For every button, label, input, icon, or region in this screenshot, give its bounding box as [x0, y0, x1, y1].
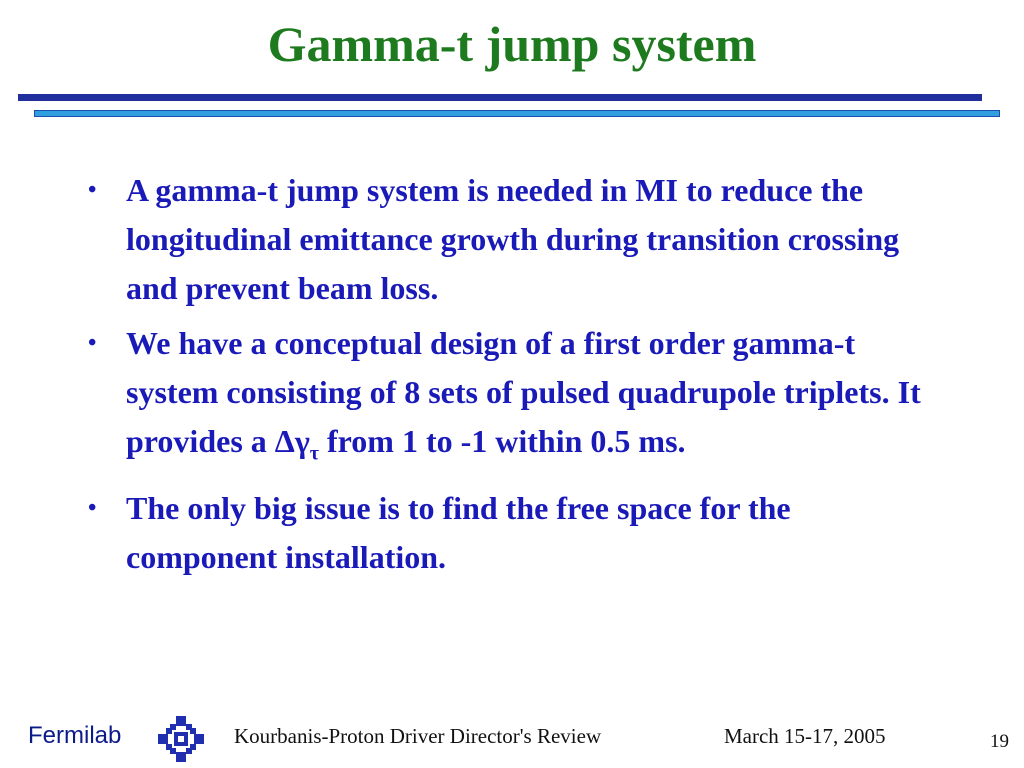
footer-review-title: Kourbanis-Proton Driver Director's Review	[234, 724, 602, 748]
fermilab-logo-icon	[156, 714, 206, 764]
slide-title: Gamma-t jump system	[267, 16, 757, 72]
bullet-subscript: τ	[309, 442, 320, 465]
footer-date: March 15-17, 2005	[724, 724, 886, 748]
bullet-icon: •	[88, 177, 97, 203]
footer-brand: Fermilab	[28, 722, 122, 749]
bullet-icon: •	[88, 330, 97, 356]
bullet-icon: •	[88, 495, 97, 522]
title-rule-light	[34, 110, 1000, 117]
bullet-text-part: We have a conceptual design of a first order gamma-t system consisting of 8 sets of pulsed quadrupole triplets. It provides a Δγ	[126, 325, 921, 459]
bullet-text: The only big issue is to find the free space for the component installation.	[126, 490, 791, 576]
bullet-item	[86, 484, 936, 582]
bullet-text: A gamma-t jump system is needed in MI to reduce the longitudinal emittance growth during transition crossing and prevent beam loss.	[126, 172, 900, 306]
bullet-item	[86, 166, 936, 313]
bullet-text-part: from 1 to -1 within 0.5 ms.	[319, 423, 686, 459]
title-rule-dark	[18, 94, 982, 101]
bullet-item	[86, 319, 936, 478]
bullet-text	[126, 325, 921, 465]
page-number: 19	[990, 731, 1009, 752]
bullet-list	[86, 166, 936, 588]
